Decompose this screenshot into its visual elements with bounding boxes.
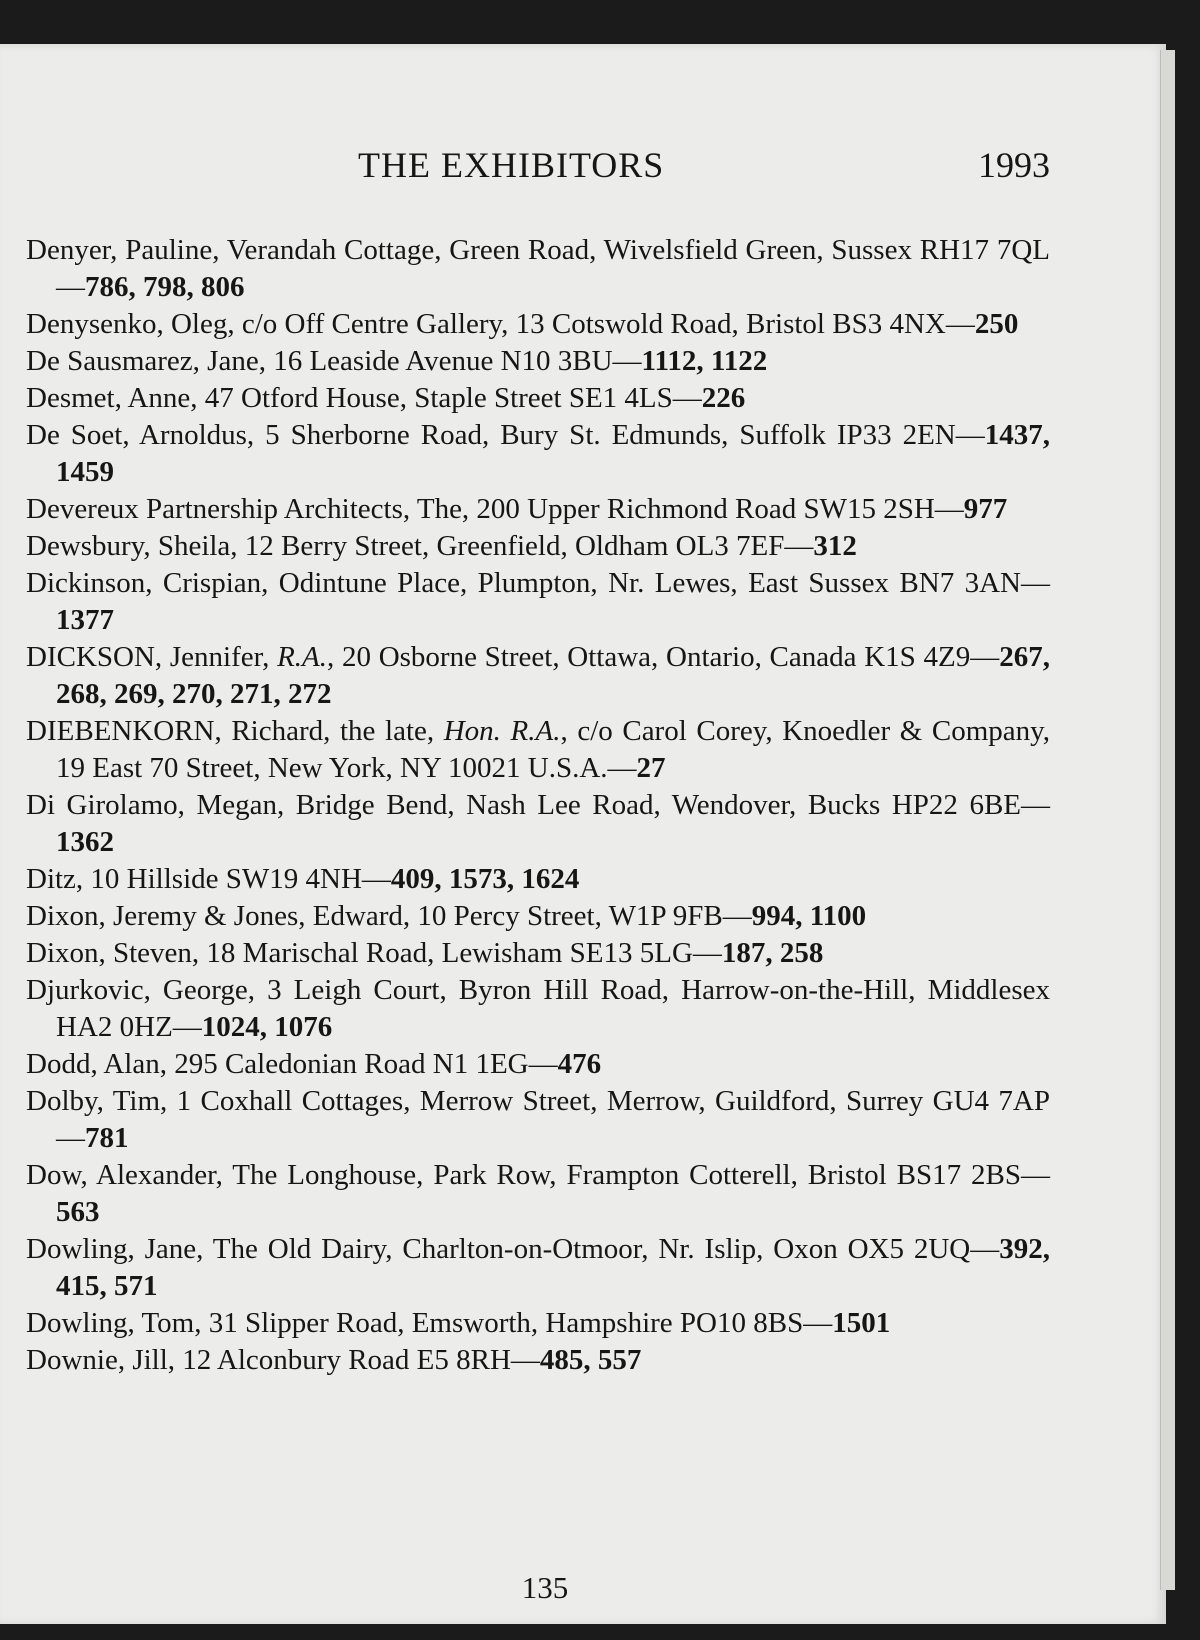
exhibitor-entry: Dixon, Steven, 18 Marischal Road, Lewisham SE13 5LG—187, 258 — [26, 937, 824, 969]
exhibitor-entry: Downie, Jill, 12 Alconbury Road E5 8RH—485, 557 — [26, 1344, 642, 1376]
exhibitor-entry: De Sausmarez, Jane, 16 Leaside Avenue N10 3BU—1112, 1122 — [26, 345, 768, 377]
exhibitor-entry: Dowling, Jane, The Old Dairy, Charlton-on-Otmoor, Nr. Islip, Oxon OX5 2UQ—392, 415, 571 — [26, 1233, 1050, 1302]
header-title: THE EXHIBITORS — [358, 145, 665, 185]
exhibitor-entry: Desmet, Anne, 47 Otford House, Staple Street SE1 4LS—226 — [26, 382, 746, 414]
book-page — [0, 44, 1166, 1624]
exhibitor-entry: Djurkovic, George, 3 Leigh Court, Byron Hill Road, Harrow-on-the-Hill, Middlesex HA2 0HZ—1024, 1076 — [26, 974, 1050, 1043]
page-number: 135 — [521, 1570, 569, 1605]
exhibitor-entry: Dixon, Jeremy & Jones, Edward, 10 Percy Street, W1P 9FB—994, 1100 — [26, 900, 867, 932]
exhibitor-entry: Devereux Partnership Architects, The, 200 Upper Richmond Road SW15 2SH—977 — [26, 493, 1008, 525]
exhibitor-entry: Dodd, Alan, 295 Caledonian Road N1 1EG—476 — [26, 1048, 602, 1080]
exhibitor-entry: Dow, Alexander, The Longhouse, Park Row, Frampton Cotterell, Bristol BS17 2BS—563 — [26, 1159, 1050, 1228]
exhibitor-entry: Ditz, 10 Hillside SW19 4NH—409, 1573, 1624 — [26, 863, 580, 895]
exhibitor-list — [26, 232, 1050, 1379]
exhibitor-entry: DICKSON, Jennifer, R.A., 20 Osborne Street, Ottawa, Ontario, Canada K1S 4Z9—267, 268, 269, 270, 271, 272 — [26, 641, 1050, 710]
exhibitor-entry: De Soet, Arnoldus, 5 Sherborne Road, Bury St. Edmunds, Suffolk IP33 2EN—1437, 1459 — [26, 419, 1050, 488]
exhibitor-entry: Denysenko, Oleg, c/o Off Centre Gallery, 13 Cotswold Road, Bristol BS3 4NX—250 — [26, 308, 1019, 340]
running-header — [0, 144, 1166, 194]
page-edge — [1160, 50, 1175, 1590]
exhibitor-entry: Dewsbury, Sheila, 12 Berry Street, Greenfield, Oldham OL3 7EF—312 — [26, 530, 857, 562]
exhibitor-entry: Dolby, Tim, 1 Coxhall Cottages, Merrow Street, Merrow, Guildford, Surrey GU4 7AP—781 — [26, 1085, 1050, 1154]
header-year: 1993 — [978, 145, 1050, 185]
exhibitor-entry: Denyer, Pauline, Verandah Cottage, Green Road, Wivelsfield Green, Sussex RH17 7QL—786, 798, 806 — [26, 234, 1050, 303]
exhibitor-entry: DIEBENKORN, Richard, the late, Hon. R.A., c/o Carol Corey, Knoedler & Company, 19 East 70 Street, New York, NY 10021 U.S.A.—27 — [26, 715, 1051, 784]
exhibitor-entry: Dickinson, Crispian, Odintune Place, Plumpton, Nr. Lewes, East Sussex BN7 3AN—1377 — [26, 567, 1050, 636]
exhibitor-entry: Di Girolamo, Megan, Bridge Bend, Nash Lee Road, Wendover, Bucks HP22 6BE—1362 — [26, 789, 1050, 858]
exhibitor-entry: Dowling, Tom, 31 Slipper Road, Emsworth, Hampshire PO10 8BS—1501 — [26, 1307, 891, 1339]
